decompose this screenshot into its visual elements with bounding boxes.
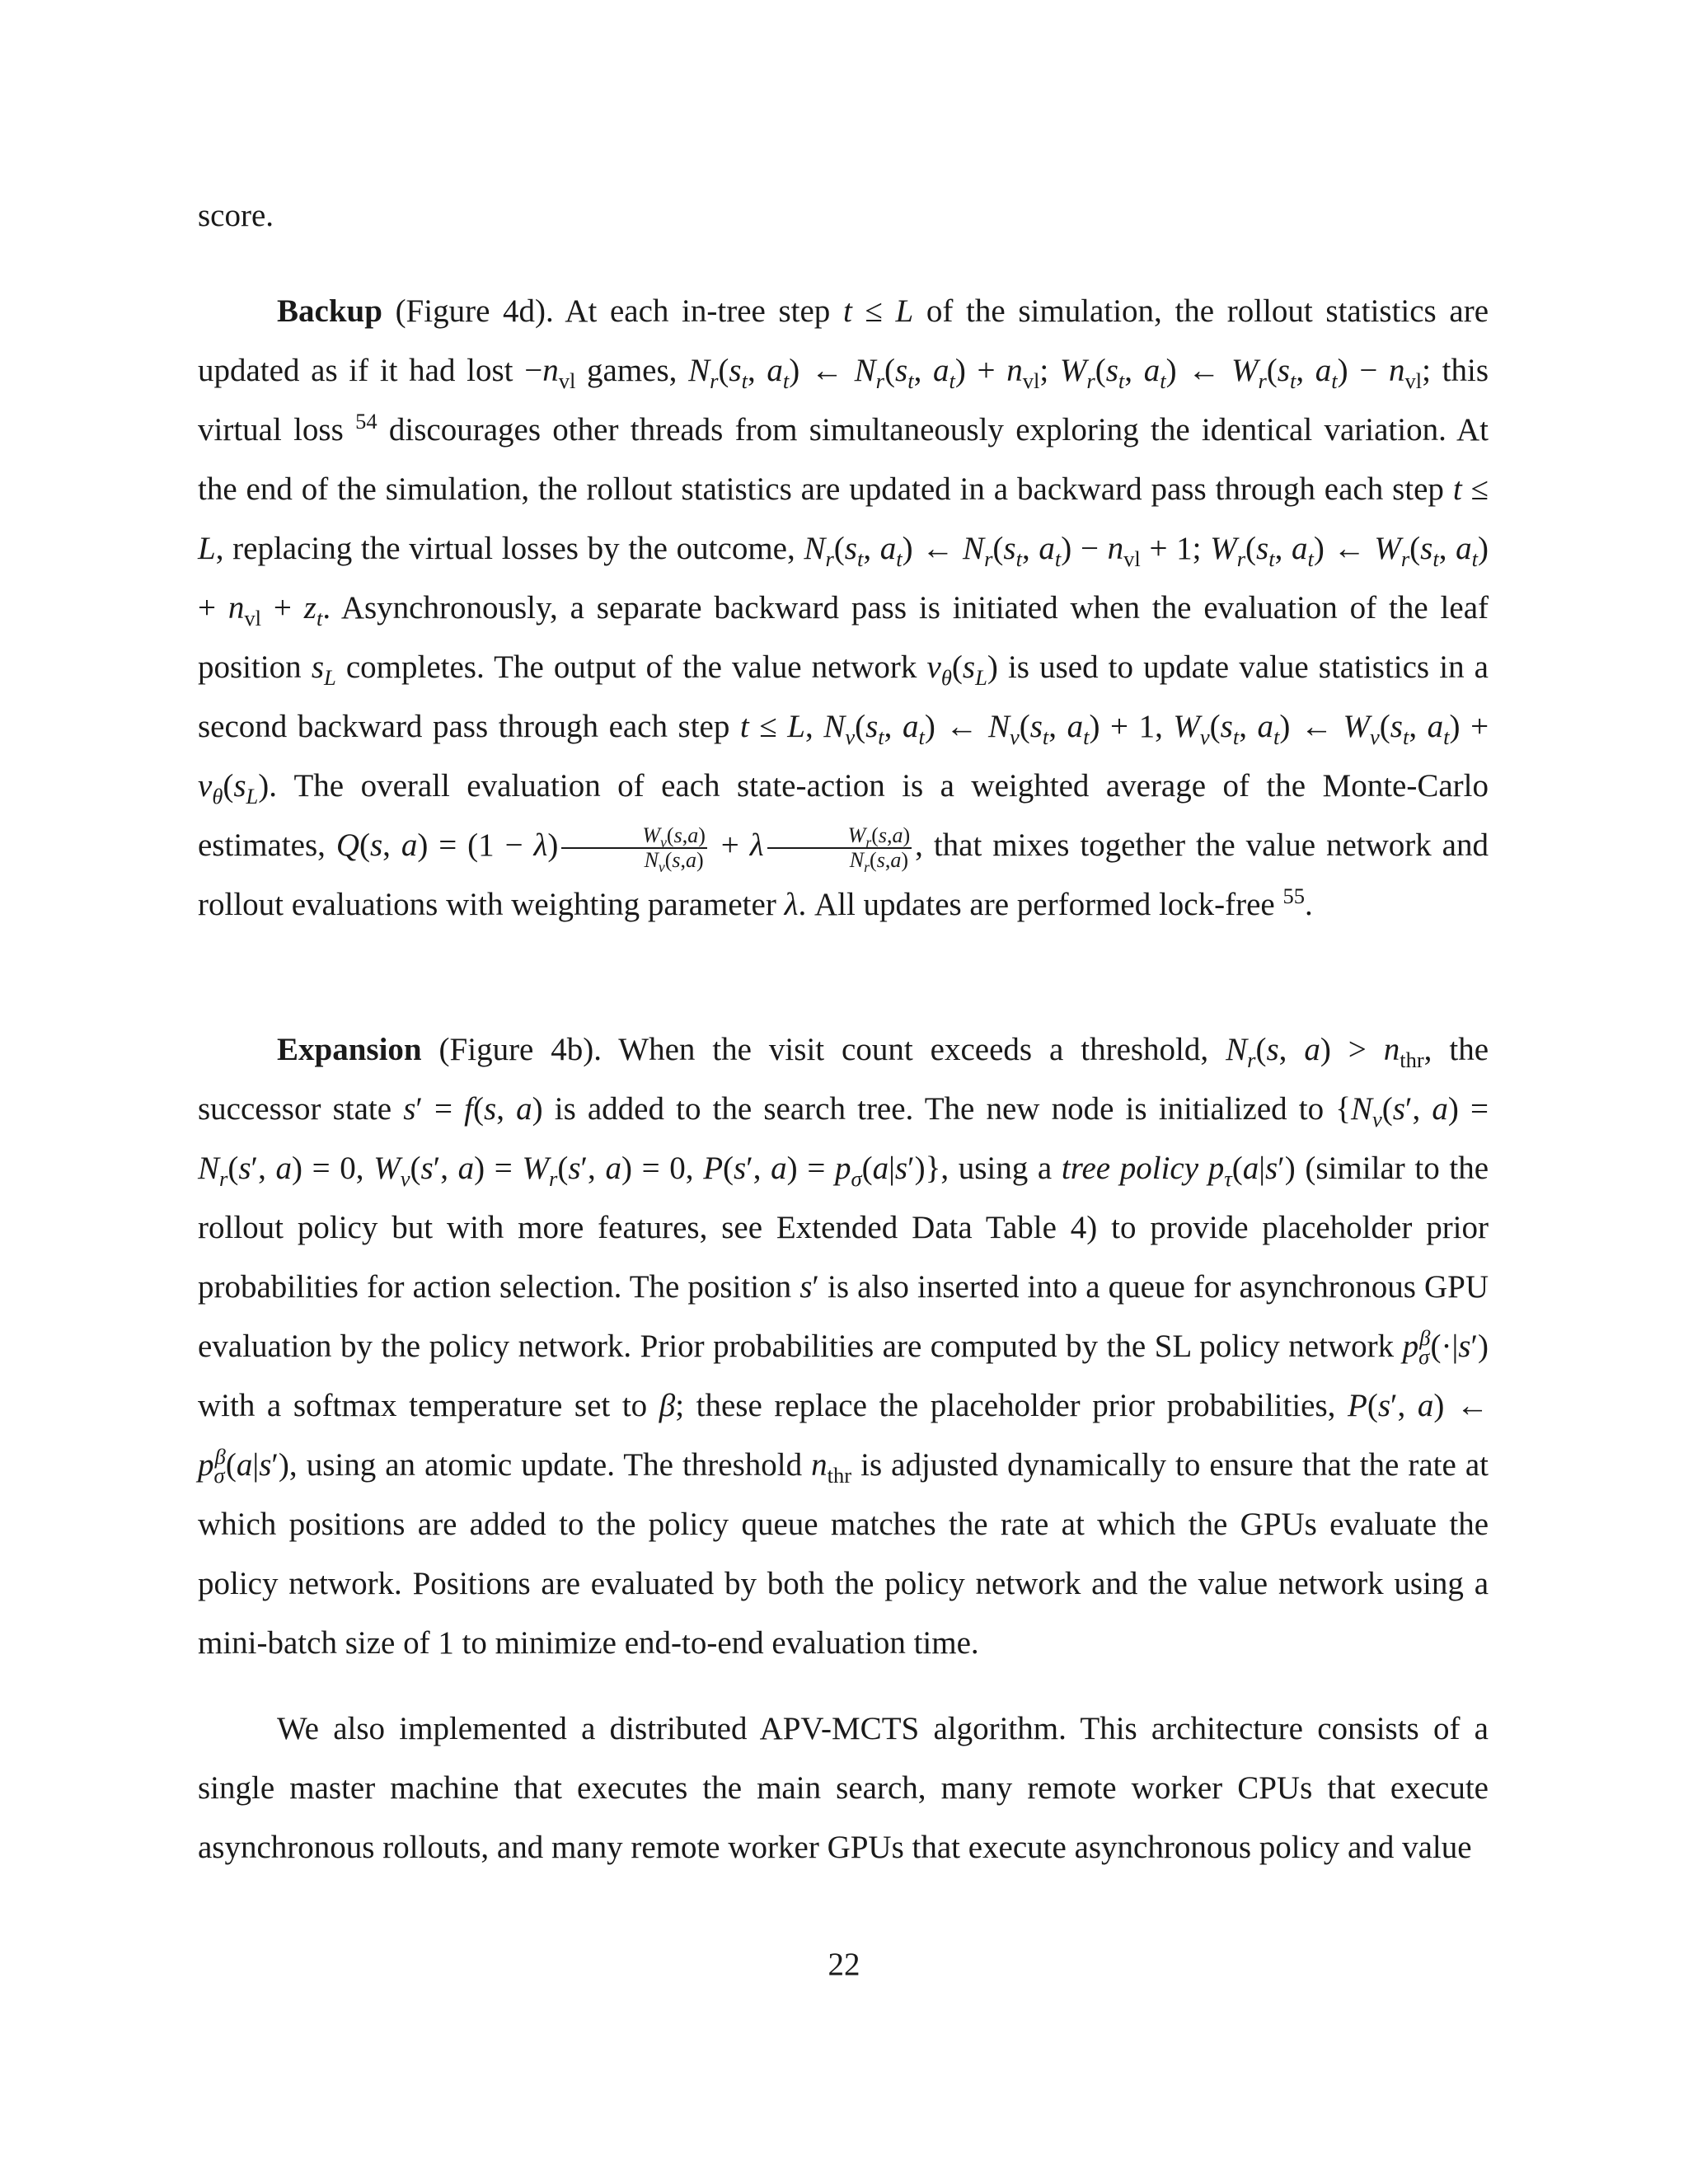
page-number: 22: [828, 1947, 860, 1982]
fragment-line: [198, 186, 1489, 246]
fraction-wv-nv: $\frac{W_v(s,a)}{N_v(s,a)}$: [561, 824, 706, 872]
text-line-score: score.: [198, 198, 274, 233]
backup-paragraph: Backup (Figure 4d). At each in-tree step t ≤ L of the simulation, the rollout statistics are updated as if it had lost $-n_{vl}$ games, $N_r(s_t$, $a_t$) ← $N_r(s_t$, $a_t) + n_{vl}$; $W_r(s_t$, $a_t$) ← $W_r(s_t$, $a_t) - n_{vl}$; this virtual loss $^{54}$ discourages other threads from simultaneously exploring the identical variation. At the end of the simulation, the rollout statistics are updated in a backward pass through each step t ≤ L, replacing the virtual losses by the outcome, $N_r(s_t$, $a_t$) ← $N_r(s_t$, $a_t) - n_{vl} + 1$; $W_r(s_t$, $a_t$) ← $W_r(s_t$, $a_t) + n_{vl} + z_t$. Asynchronously, a separate backward pass is initiated when the evaluation of the leaf position $s_L$ completes. The output of the value network $v_\theta(s_L)$ is used to update value statistics in a second backward pass through each step t ≤ L, $N_v(s_t$, $a_t$) ← $N_v(s_t$, $a_t) + 1$, $W_v(s_t$, $a_t$) ← $W_v(s_t$, $a_t) + v_\theta(s_L)$. The overall evaluation of each state-action is a weighted average of the Monte-Carlo estimates, Q(s, a) = (1 − λ) $\frac{W_v(s,a)}{N_v(s,a)}$ + λ $\frac{W_r(s,a)}{N_r(s,a)}$ , that mixes together the value network and rollout evaluations with weighting parameter λ. All updates are performed lock-free $^{55}$.: [198, 293, 1489, 922]
backup-section: [198, 282, 1489, 935]
distributed-paragraph: We also implemented a distributed APV-MCTS algorithm. This architecture consists of a single master machine that executes the main search, many remote worker CPUs that execute asynchronous rollouts, and many remote worker GPUs that execute asynchronous policy and value: [198, 1711, 1489, 1865]
expansion-paragraph: Expansion (Figure 4b). When the visit count exceeds a threshold, $N_r(s$, $a) > n_{thr}$, the successor state s′ = f(s, a) is added to the search tree. The new node is initialized to {$N_v(s'$, $a) = N_r(s'$, a) = 0, $W_v(s'$, $a) = W_r(s'$, a) = 0, P(s′, $a) = p_\sigma(a|s')$}, using a tree policy $p_\tau(a|s')$ (similar to the rollout policy but with more features, see Extended Data Table 4) to provide placeholder prior probabilities for action selection. The position s′ is also inserted into a queue for asynchronous GPU evaluation by the policy network. Prior probabilities are computed by the SL policy network $p_\sigma^\beta(\cdot|s')$ with a softmax temperature set to β; these replace the placeholder prior probabilities, P(s′, a) ← $p_\sigma^\beta(a|s')$, using an atomic update. The threshold $n_{thr}$ is adjusted dynamically to ensure that the rate at which positions are added to the policy queue matches the rate at which the GPUs evaluate the policy network. Positions are evaluated by both the policy network and the value network using a mini-batch size of 1 to minimize end-to-end evaluation time.: [198, 1032, 1489, 1661]
expansion-heading: Expansion: [277, 1032, 422, 1067]
citation-55: 55: [1282, 883, 1305, 908]
text-line-last: asynchronous rollouts, and many remote worker GPUs that execute asynchronous policy and value: [198, 1830, 1472, 1865]
distributed-section: [198, 1699, 1489, 1877]
fraction-wr-nr: $\frac{W_r(s,a)}{N_r(s,a)}$: [767, 824, 912, 872]
backup-heading: Backup: [277, 293, 382, 329]
citation-54: 54: [355, 409, 377, 434]
tree-policy-term: tree policy: [1061, 1151, 1199, 1186]
expansion-section: [198, 1020, 1489, 1673]
